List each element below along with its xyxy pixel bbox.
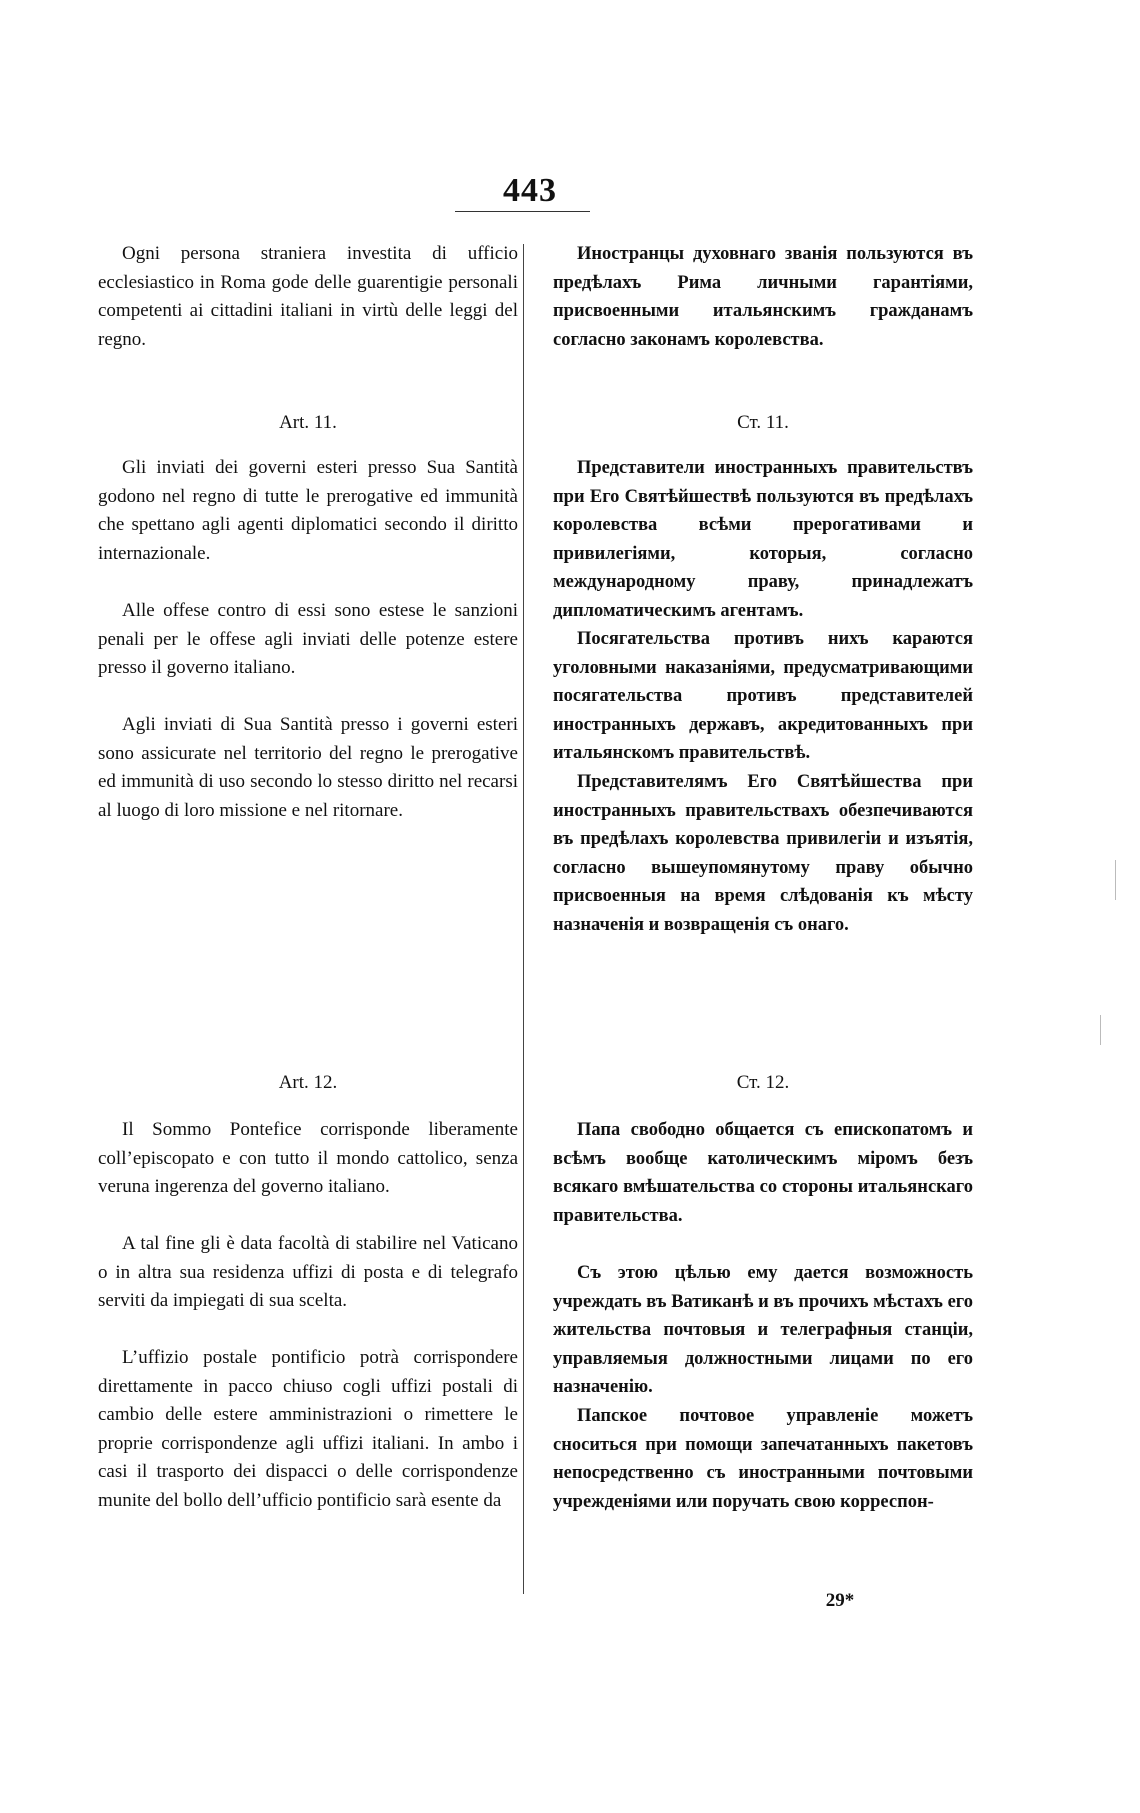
italian-art12-para-3: L’uffizio postale pontificio potrà corrispondere direttamente in pacco chiuso cogli uffizi postali di cambio delle estere amministrazioni o rimettere le proprie corrispondenze agli uffizi italiani. In ambo i casi il trasporto dei dispacci o delle corrispondenze munite del bollo dell’ufficio pontificio sarà esente da bbox=[98, 1347, 518, 1511]
italian-art11-para-1: Gli inviati dei governi esteri presso Sua Santità godono nel regno di tutte le prerogative ed immunità che spettano agli agenti diplomatici secondo il diritto internazionale. bbox=[98, 457, 518, 564]
italian-art11-heading: Art. 11. bbox=[279, 412, 337, 433]
italian-art11-para-3: Agli inviati di Sua Santità presso i governi esteri sono assicurate nel territorio del regno le prerogative ed immunità di uso secondo lo stesso diritto nel recarsi al luogo di loro missione e nel ritornare. bbox=[98, 714, 518, 821]
russian-art12-para-2: Съ этою цѣлью ему дается возможность учреждать въ Ватиканѣ и въ прочихъ мѣстахъ его жительства почтовыя и телеграфныя станціи, управляемыя должностными лицами по его назначенію. bbox=[553, 1263, 973, 1397]
italian-art12-para-1: Il Sommo Pontefice corrisponde liberamente coll’episcopato e con tutto il mondo cattolico, senza veruna ingerenza del governo italiano. bbox=[98, 1119, 518, 1197]
sheet-signature-mark: 29* bbox=[825, 1590, 855, 1611]
russian-art11-para-3: Представителямъ Его Святѣйшества при иностранныхъ правительствахъ обезпечиваются въ предѣлахъ королевства привилегіи и изъятія, согласно вышеупомянутому праву обычно присвоенныя на время слѣдованія къ мѣсту назначенія и возвращенія съ онаго. bbox=[553, 772, 973, 935]
column-divider bbox=[523, 244, 524, 1594]
page-number: 443 bbox=[503, 172, 557, 209]
italian-art12-heading: Art. 12. bbox=[278, 1072, 338, 1093]
russian-column bbox=[553, 240, 973, 1545]
italian-art12-para-2: A tal fine gli è data facoltà di stabilire nel Vaticano o in altra sua residenza uffizi di posta e di telegrafo serviti da impiegati di sua scelta. bbox=[98, 1233, 518, 1311]
russian-art11-heading: Ст. 11. bbox=[737, 412, 789, 433]
russian-intro: Иностранцы духовнаго званія пользуются въ предѣлахъ Рима личными гарантіями, присвоенными итальянскимъ гражданамъ согласно законамъ королевства. bbox=[553, 244, 973, 350]
russian-art12-para-1: Папа свободно общается съ епископатомъ и всѣмъ вообще католическимъ міромъ безъ всякаго вмѣшательства со стороны итальянскаго правительства. bbox=[553, 1120, 973, 1226]
russian-art12-para-3: Папское почтовое управленіе можетъ сноситься при помощи запечатанныхъ пакетовъ непосредственно съ иностранными почтовыми учрежденіями или поручать свою корреспон- bbox=[553, 1406, 973, 1512]
italian-column bbox=[98, 240, 518, 1572]
scan-edge-mark bbox=[1100, 1015, 1101, 1045]
italian-intro: Ogni persona straniera investita di ufficio ecclesiastico in Roma gode delle guarentigie personali competenti ai cittadini italiani in virtù delle leggi del regno. bbox=[98, 243, 518, 350]
header-rule bbox=[455, 211, 590, 212]
russian-art11-para-2: Посягательства противъ нихъ караются уголовными наказаніями, предусматривающими посягательства противъ представителей иностранныхъ державъ, акредитованныхъ при итальянскомъ правительствѣ. bbox=[553, 629, 973, 763]
russian-art12-heading: Ст. 12. bbox=[736, 1072, 790, 1093]
scan-edge-mark bbox=[1115, 860, 1116, 900]
russian-art11-para-1: Представители иностранныхъ правительствъ при Его Святѣйшествѣ пользуются въ предѣлахъ королевства всѣми прерогативами и привилегіями, которыя, согласно международному праву, принадлежатъ дипломатическимъ агентамъ. bbox=[553, 458, 973, 621]
italian-art11-para-2: Alle offese contro di essi sono estese le sanzioni penali per le offese agli inviati delle potenze estere presso il governo italiano. bbox=[98, 600, 518, 678]
